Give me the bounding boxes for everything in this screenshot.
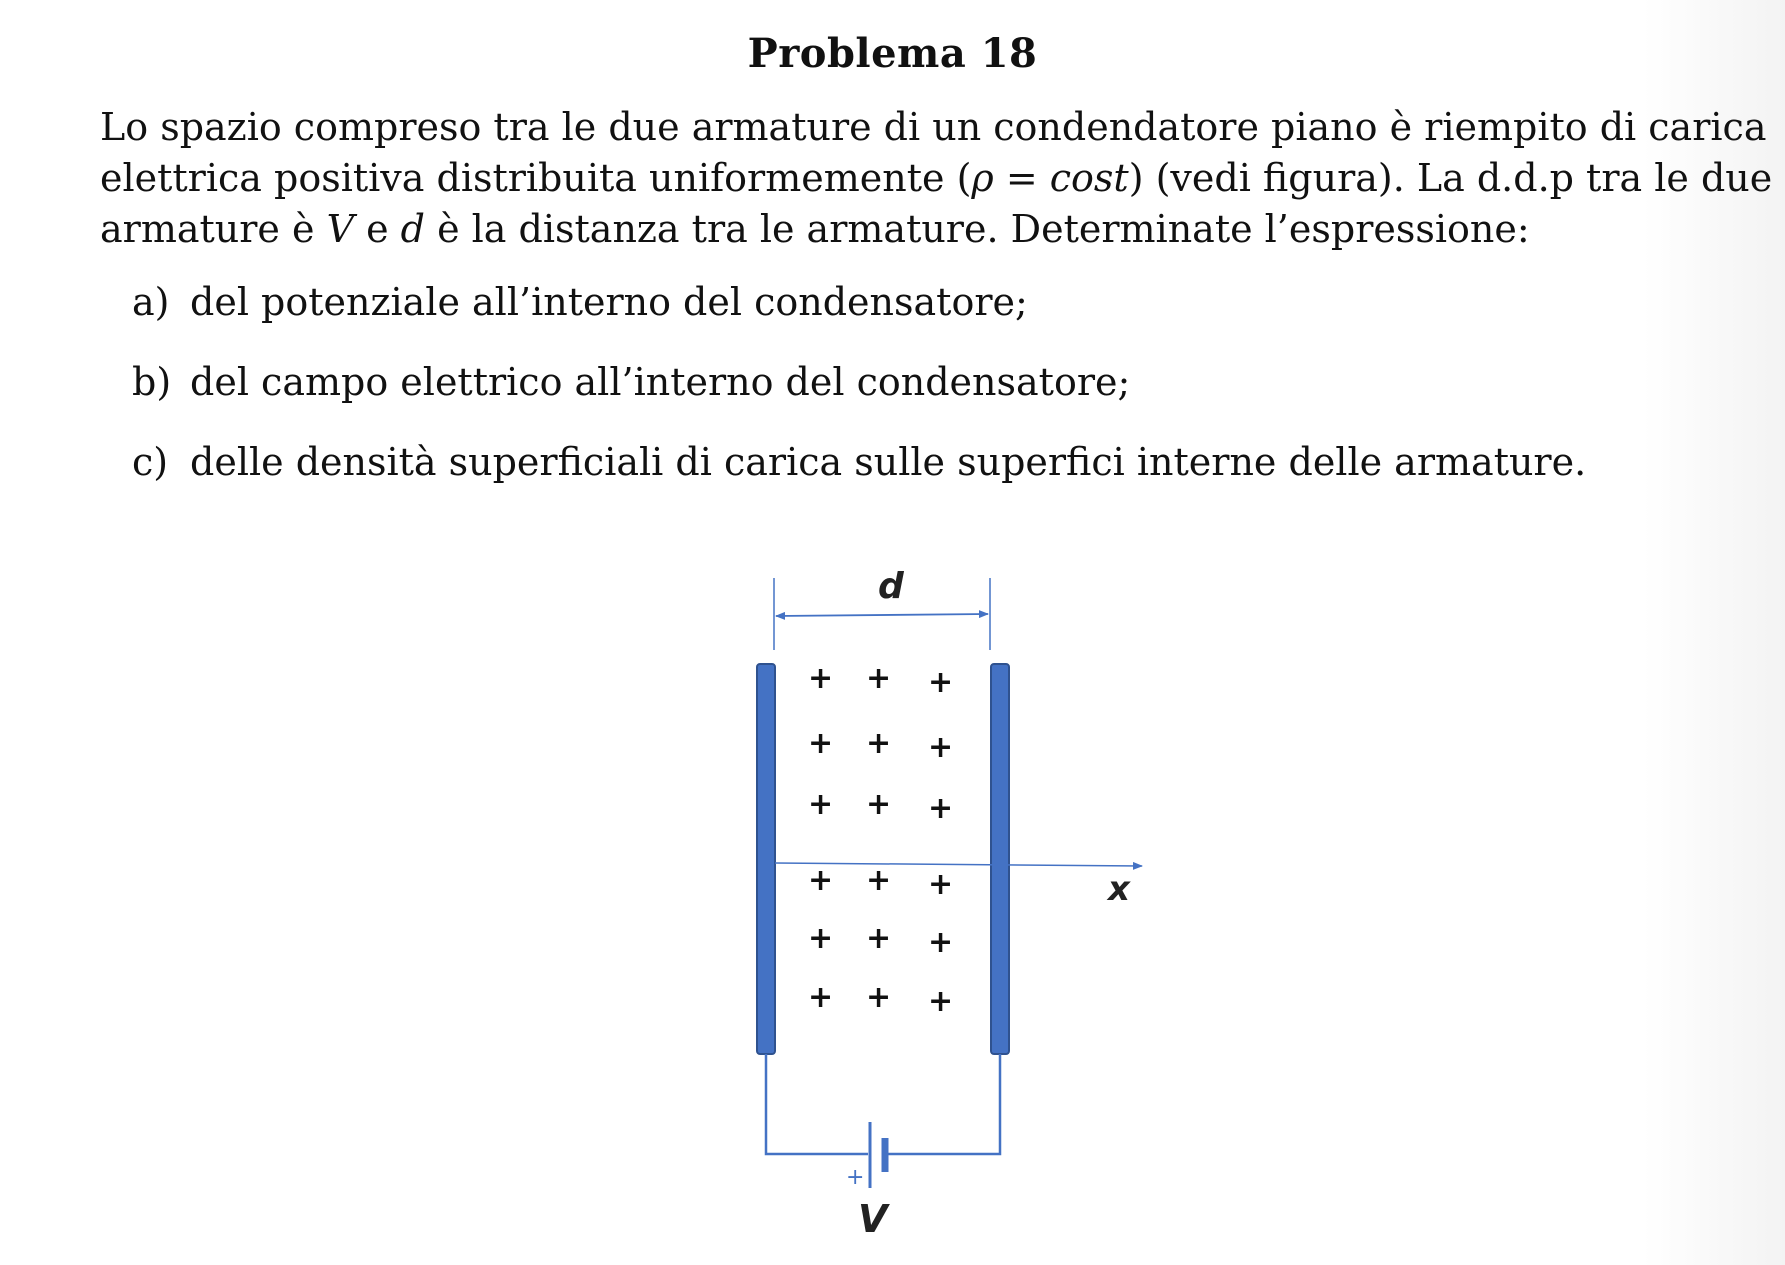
- positive-charge: +: [808, 980, 834, 1015]
- statement-text: è la distanza tra le armature. Determinate l’espressione:: [425, 207, 1530, 251]
- positive-charge: +: [866, 980, 892, 1015]
- positive-charge: +: [808, 787, 834, 822]
- question-item-a: [132, 280, 1028, 324]
- positive-charge: +: [808, 863, 834, 898]
- positive-charge: +: [866, 863, 892, 898]
- statement-line-2: [100, 153, 1773, 204]
- question-text: delle densità superficiali di carica sulle superfici interne delle armature.: [190, 440, 1587, 484]
- statement-line-3: [100, 204, 1712, 255]
- positive-charge: +: [928, 984, 954, 1019]
- positive-charge: +: [928, 665, 954, 700]
- charge-density-formula: ρ = cost: [971, 156, 1129, 200]
- problem-statement: [100, 102, 1773, 255]
- positive-charge: +: [866, 921, 892, 956]
- positive-charge: +: [928, 730, 954, 765]
- voltage-symbol: V: [326, 207, 355, 251]
- x-axis-label: x: [1108, 869, 1130, 909]
- charge-grid: [808, 661, 953, 1019]
- question-label: a): [132, 280, 170, 324]
- question-text: del campo elettrico all’interno del condensatore;: [190, 360, 1131, 404]
- positive-charge: +: [928, 925, 954, 960]
- question-label: c): [132, 440, 169, 484]
- statement-text: ) (vedi figura). La d.d.p tra le due: [1128, 156, 1773, 200]
- statement-text: elettrica positiva distribuita uniformemente (: [100, 156, 972, 200]
- distance-symbol: d: [400, 207, 425, 251]
- right-plate: [991, 664, 1009, 1054]
- statement-text: e: [354, 207, 401, 251]
- left-plate: [757, 664, 775, 1054]
- distance-label: d: [878, 570, 904, 607]
- positive-charge: +: [928, 867, 954, 902]
- statement-line-1: Lo spazio compreso tra le due armature di un condendatore piano è riempito di carica: [100, 105, 1767, 149]
- question-item-c: [132, 440, 1586, 484]
- positive-charge: +: [808, 661, 834, 696]
- voltage-label: V: [858, 1197, 888, 1241]
- battery-plus-sign: +: [846, 1165, 865, 1190]
- capacitor-diagram: [740, 570, 1180, 1250]
- positive-charge: +: [808, 921, 834, 956]
- positive-charge: +: [928, 791, 954, 826]
- right-wire: [886, 1054, 1000, 1154]
- positive-charge: +: [866, 787, 892, 822]
- question-text: del potenziale all’interno del condensatore;: [190, 280, 1028, 324]
- question-label: b): [132, 360, 172, 404]
- positive-charge: +: [866, 726, 892, 761]
- positive-charge: +: [808, 726, 834, 761]
- question-item-b: [132, 360, 1130, 404]
- positive-charge: +: [866, 661, 892, 696]
- left-wire: [766, 1054, 868, 1154]
- statement-text: armature è: [100, 207, 327, 251]
- distance-arrow: [776, 614, 988, 616]
- capacitor-figure: [740, 570, 1180, 1250]
- problem-title: Problema 18: [747, 30, 1038, 77]
